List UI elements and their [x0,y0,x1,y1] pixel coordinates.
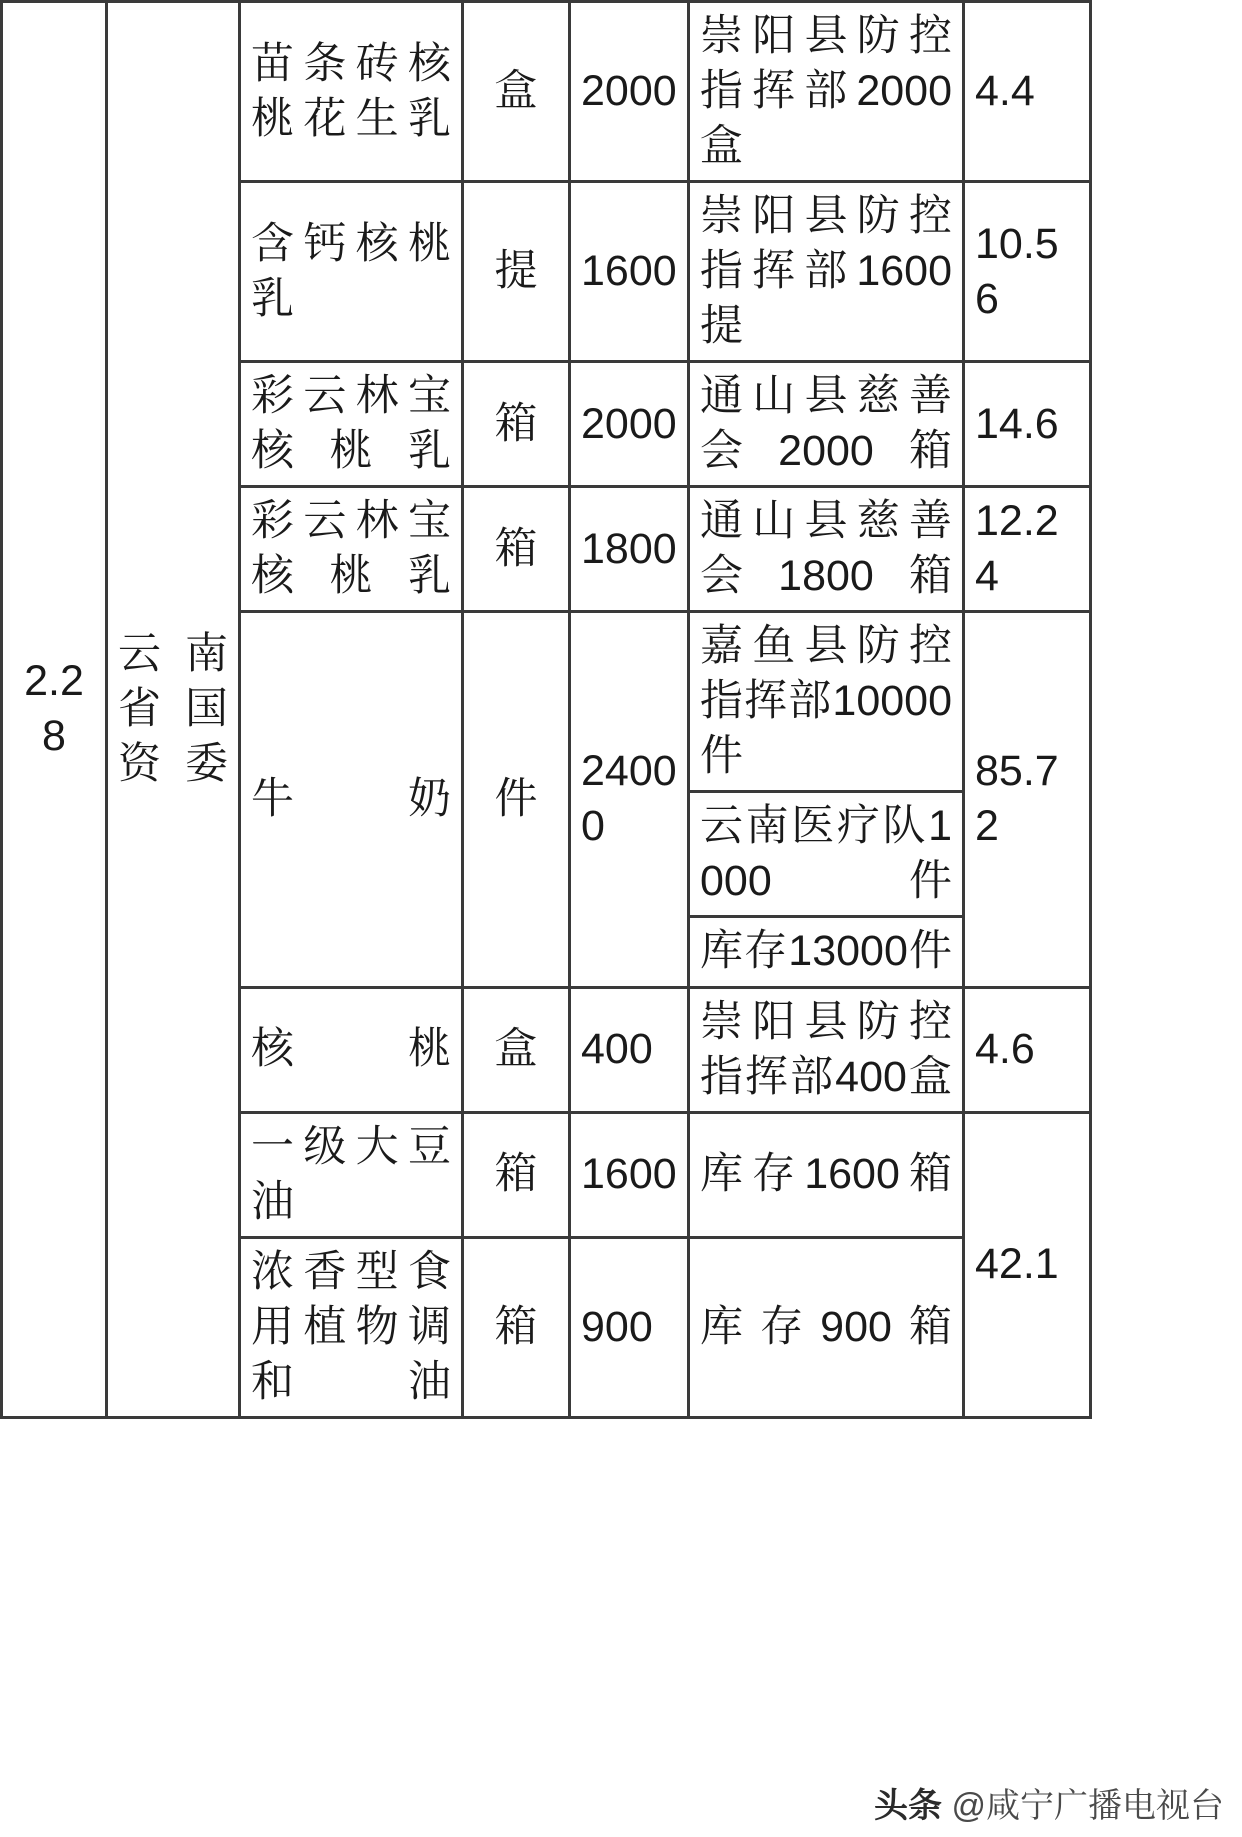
cell-date: 2.28 [2,2,107,1418]
cell-amount: 85.72 [964,612,1091,987]
cell-amount: 12.24 [964,487,1091,612]
cell-unit: 箱 [463,1112,570,1237]
cell-item-name: 含钙核桃乳 [240,182,463,362]
watermark [874,1778,1224,1827]
cell-destination: 崇阳县防控指挥部400盒 [689,987,964,1112]
cell-unit: 提 [463,182,570,362]
cell-item-name: 牛奶 [240,612,463,987]
cell-item-name: 核桃 [240,987,463,1112]
cell-destination: 通山县慈善会2000箱 [689,362,964,487]
cell-amount: 10.56 [964,182,1091,362]
cell-destination: 库存1600箱 [689,1112,964,1237]
table-row [2,2,1091,182]
cell-unit: 件 [463,612,570,987]
cell-quantity: 24000 [570,612,689,987]
cell-quantity: 900 [570,1237,689,1417]
watermark-source-label: 头条 [874,1787,943,1825]
cell-quantity: 1600 [570,1112,689,1237]
cell-amount: 4.4 [964,2,1091,182]
cell-quantity: 400 [570,987,689,1112]
cell-item-name: 浓香型食用植物调和油 [240,1237,463,1417]
cell-amount: 4.6 [964,987,1091,1112]
cell-unit: 箱 [463,1237,570,1417]
cell-destination: 崇阳县防控指挥部1600提 [689,182,964,362]
cell-destination: 通山县慈善会1800箱 [689,487,964,612]
cell-destination: 库存13000件 [689,917,964,987]
cell-unit: 箱 [463,487,570,612]
cell-destination: 库存900箱 [689,1237,964,1417]
cell-quantity: 2000 [570,362,689,487]
cell-item-name: 彩云林宝核桃乳 [240,362,463,487]
cell-destination: 云南医疗队1000件 [689,792,964,917]
cell-quantity: 2000 [570,2,689,182]
watermark-account-label: @咸宁广播电视台 [951,1787,1224,1825]
cell-item-name: 一级大豆油 [240,1112,463,1237]
cell-organization: 云南省国资委 [107,2,240,1418]
cell-quantity: 1800 [570,487,689,612]
cell-destination: 嘉鱼县防控指挥部10000件 [689,612,964,792]
cell-unit: 箱 [463,362,570,487]
cell-amount: 14.6 [964,362,1091,487]
cell-unit: 盒 [463,2,570,182]
cell-item-name: 彩云林宝核桃乳 [240,487,463,612]
cell-item-name: 苗条砖核桃花生乳 [240,2,463,182]
cell-quantity: 1600 [570,182,689,362]
cell-amount: 42.1 [964,1112,1091,1417]
cell-destination: 崇阳县防控指挥部2000盒 [689,2,964,182]
cell-unit: 盒 [463,987,570,1112]
